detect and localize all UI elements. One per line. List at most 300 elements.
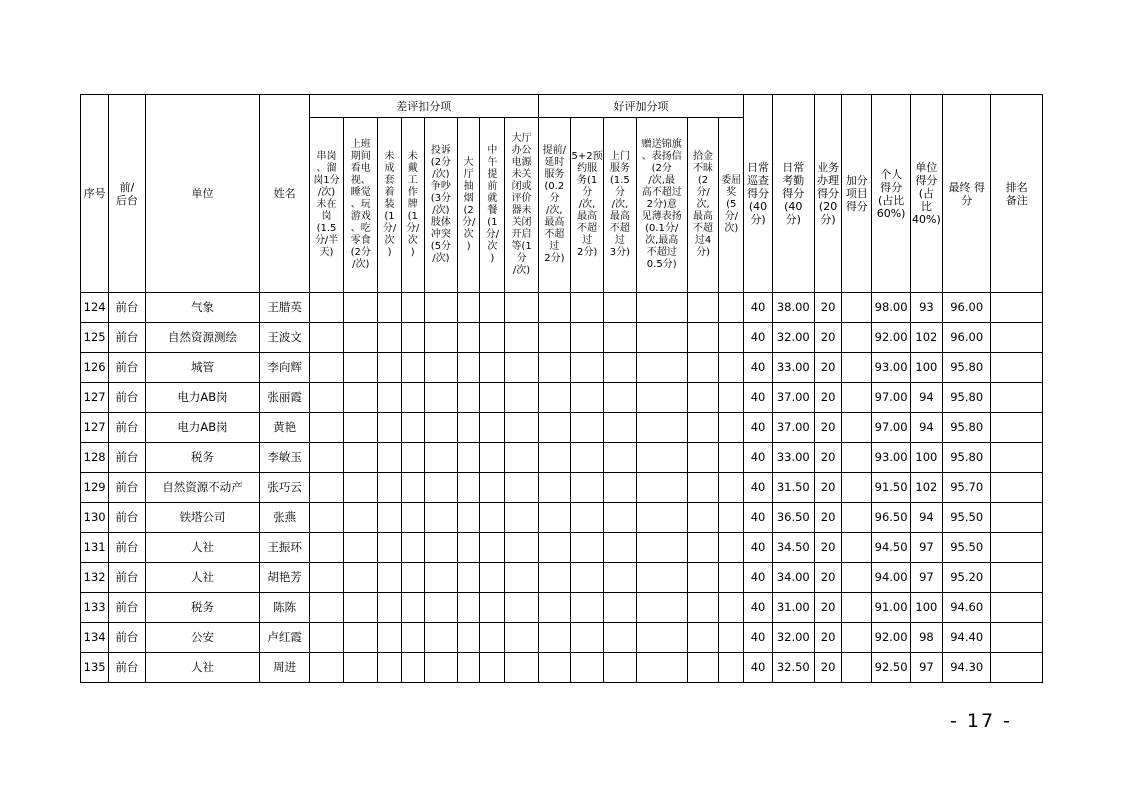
cell-unit-score: 97 — [910, 563, 942, 593]
header-bonus-2: 5+2预 约服 务(1 分 /次, 最高 不超 过 2分) — [570, 118, 603, 293]
cell-deduct-8 — [505, 503, 538, 533]
cell-deduct-5 — [424, 383, 457, 413]
cell-name: 黄艳 — [260, 413, 309, 443]
cell-unit: 自然资源测绘 — [145, 323, 260, 353]
cell-bonus-5 — [687, 503, 718, 533]
cell-deduct-4 — [401, 323, 424, 353]
cell-name: 卢红霞 — [260, 623, 309, 653]
cell-deduct-2 — [344, 653, 378, 683]
cell-deduct-2 — [344, 353, 378, 383]
cell-bonus-5 — [687, 323, 718, 353]
cell-deduct-6 — [458, 293, 480, 323]
cell-deduct-3 — [378, 623, 401, 653]
table-row — [81, 593, 1043, 623]
cell-bonus-5 — [687, 563, 718, 593]
cell-attendance: 34.50 — [772, 533, 814, 563]
cell-bonus-1 — [538, 383, 570, 413]
cell-bonus-6 — [719, 293, 744, 323]
header-seq: 序号 — [81, 95, 109, 293]
cell-final: 96.00 — [943, 293, 991, 323]
cell-bonus-4 — [636, 293, 687, 323]
cell-deduct-5 — [424, 623, 457, 653]
cell-bonus-6 — [719, 533, 744, 563]
cell-personal: 93.00 — [872, 353, 910, 383]
cell-bonus-2 — [570, 413, 603, 443]
header-deduct-7: 中 午 提 前 就 餐 (1 分/ 次 ) — [480, 118, 505, 293]
cell-bonus-2 — [570, 443, 603, 473]
cell-deduct-8 — [505, 353, 538, 383]
header-bonus-5: 拾金 不昧 (2 分/ 次, 最高 不超 过4 分) — [687, 118, 718, 293]
cell-deduct-2 — [344, 413, 378, 443]
cell-bonus-4 — [636, 503, 687, 533]
cell-front-back: 前台 — [109, 623, 145, 653]
cell-bonus-5 — [687, 413, 718, 443]
cell-deduct-4 — [401, 383, 424, 413]
header-bonus-1: 提前/ 延时 服务 (0.2 分 /次, 最高 不超 过 2分) — [538, 118, 570, 293]
cell-bonus-2 — [570, 593, 603, 623]
table-row — [81, 503, 1043, 533]
cell-personal: 97.00 — [872, 383, 910, 413]
cell-business: 20 — [814, 293, 841, 323]
cell-deduct-3 — [378, 293, 401, 323]
cell-deduct-1 — [309, 323, 343, 353]
header-personal: 个人 得分 (占比 60%) — [872, 95, 910, 293]
cell-business: 20 — [814, 473, 841, 503]
cell-bonus-2 — [570, 563, 603, 593]
cell-bonus-4 — [636, 383, 687, 413]
cell-extra — [842, 383, 872, 413]
cell-bonus-6 — [719, 473, 744, 503]
cell-deduct-5 — [424, 443, 457, 473]
cell-bonus-3 — [604, 563, 636, 593]
cell-deduct-2 — [344, 443, 378, 473]
cell-patrol: 40 — [744, 623, 772, 653]
cell-bonus-3 — [604, 503, 636, 533]
cell-deduct-5 — [424, 533, 457, 563]
cell-business: 20 — [814, 593, 841, 623]
cell-deduct-6 — [458, 653, 480, 683]
cell-bonus-3 — [604, 653, 636, 683]
header-row-groups — [81, 95, 1043, 118]
cell-business: 20 — [814, 443, 841, 473]
cell-unit: 人社 — [145, 563, 260, 593]
cell-patrol: 40 — [744, 503, 772, 533]
cell-bonus-3 — [604, 473, 636, 503]
cell-name: 李敏玉 — [260, 443, 309, 473]
cell-deduct-3 — [378, 563, 401, 593]
cell-deduct-3 — [378, 503, 401, 533]
header-business: 业务 办理 得分 (20 分) — [814, 95, 841, 293]
cell-attendance: 38.00 — [772, 293, 814, 323]
cell-business: 20 — [814, 623, 841, 653]
cell-unit: 税务 — [145, 443, 260, 473]
cell-final: 94.60 — [943, 593, 991, 623]
cell-extra — [842, 293, 872, 323]
table-row — [81, 383, 1043, 413]
cell-business: 20 — [814, 533, 841, 563]
cell-deduct-3 — [378, 443, 401, 473]
cell-deduct-5 — [424, 353, 457, 383]
cell-deduct-7 — [480, 443, 505, 473]
cell-bonus-4 — [636, 323, 687, 353]
cell-final: 95.50 — [943, 503, 991, 533]
cell-business: 20 — [814, 323, 841, 353]
cell-personal: 92.00 — [872, 323, 910, 353]
cell-bonus-6 — [719, 383, 744, 413]
cell-deduct-2 — [344, 563, 378, 593]
cell-final: 95.20 — [943, 563, 991, 593]
cell-bonus-5 — [687, 443, 718, 473]
cell-name: 张巧云 — [260, 473, 309, 503]
cell-seq: 128 — [81, 443, 109, 473]
cell-name: 张燕 — [260, 503, 309, 533]
cell-deduct-3 — [378, 593, 401, 623]
cell-deduct-1 — [309, 383, 343, 413]
cell-extra — [842, 323, 872, 353]
cell-deduct-2 — [344, 473, 378, 503]
cell-deduct-7 — [480, 413, 505, 443]
cell-personal: 93.00 — [872, 443, 910, 473]
cell-deduct-6 — [458, 413, 480, 443]
header-bonus-group: 好评加分项 — [538, 95, 744, 118]
cell-bonus-1 — [538, 413, 570, 443]
cell-deduct-8 — [505, 293, 538, 323]
cell-personal: 94.50 — [872, 533, 910, 563]
cell-bonus-4 — [636, 623, 687, 653]
cell-name: 张丽霞 — [260, 383, 309, 413]
cell-rank — [991, 653, 1043, 683]
cell-rank — [991, 563, 1043, 593]
header-bonus-3: 上门 服务 (1.5 分 /次, 最高 不超 过 3分) — [604, 118, 636, 293]
cell-final: 95.70 — [943, 473, 991, 503]
cell-front-back: 前台 — [109, 293, 145, 323]
cell-patrol: 40 — [744, 293, 772, 323]
cell-bonus-1 — [538, 563, 570, 593]
cell-deduct-2 — [344, 323, 378, 353]
cell-bonus-6 — [719, 593, 744, 623]
cell-seq: 133 — [81, 593, 109, 623]
cell-name: 王波文 — [260, 323, 309, 353]
cell-deduct-7 — [480, 533, 505, 563]
cell-rank — [991, 473, 1043, 503]
cell-patrol: 40 — [744, 323, 772, 353]
cell-deduct-5 — [424, 593, 457, 623]
cell-bonus-1 — [538, 533, 570, 563]
cell-patrol: 40 — [744, 533, 772, 563]
cell-deduct-2 — [344, 593, 378, 623]
cell-seq: 127 — [81, 413, 109, 443]
cell-name: 王振环 — [260, 533, 309, 563]
table-row — [81, 653, 1043, 683]
cell-bonus-2 — [570, 473, 603, 503]
cell-deduct-8 — [505, 473, 538, 503]
cell-bonus-5 — [687, 473, 718, 503]
cell-deduct-3 — [378, 473, 401, 503]
cell-attendance: 37.00 — [772, 383, 814, 413]
cell-bonus-6 — [719, 503, 744, 533]
cell-bonus-5 — [687, 353, 718, 383]
cell-deduct-7 — [480, 353, 505, 383]
cell-extra — [842, 413, 872, 443]
cell-front-back: 前台 — [109, 353, 145, 383]
cell-deduct-4 — [401, 533, 424, 563]
cell-bonus-2 — [570, 653, 603, 683]
cell-deduct-7 — [480, 323, 505, 353]
cell-deduct-8 — [505, 623, 538, 653]
cell-personal: 96.50 — [872, 503, 910, 533]
cell-bonus-3 — [604, 593, 636, 623]
cell-patrol: 40 — [744, 413, 772, 443]
cell-bonus-6 — [719, 623, 744, 653]
header-deduct-8: 大厅 办公 电源 未关 闭或 评价 器未 关闭 开启 等(1 分 /次) — [505, 118, 538, 293]
cell-personal: 97.00 — [872, 413, 910, 443]
cell-bonus-2 — [570, 503, 603, 533]
cell-bonus-4 — [636, 593, 687, 623]
cell-seq: 130 — [81, 503, 109, 533]
cell-bonus-4 — [636, 653, 687, 683]
cell-front-back: 前台 — [109, 563, 145, 593]
cell-seq: 126 — [81, 353, 109, 383]
cell-bonus-4 — [636, 413, 687, 443]
cell-bonus-3 — [604, 413, 636, 443]
cell-final: 95.50 — [943, 533, 991, 563]
cell-deduct-1 — [309, 353, 343, 383]
table-row — [81, 323, 1043, 353]
cell-deduct-7 — [480, 563, 505, 593]
cell-bonus-1 — [538, 293, 570, 323]
cell-attendance: 32.00 — [772, 623, 814, 653]
cell-bonus-5 — [687, 653, 718, 683]
cell-unit: 电力AB岗 — [145, 413, 260, 443]
cell-unit: 自然资源不动产 — [145, 473, 260, 503]
cell-unit: 人社 — [145, 533, 260, 563]
cell-deduct-8 — [505, 413, 538, 443]
cell-deduct-6 — [458, 353, 480, 383]
cell-business: 20 — [814, 653, 841, 683]
cell-extra — [842, 503, 872, 533]
cell-deduct-8 — [505, 653, 538, 683]
cell-unit-score: 94 — [910, 413, 942, 443]
cell-deduct-5 — [424, 473, 457, 503]
cell-unit-score: 100 — [910, 353, 942, 383]
cell-deduct-1 — [309, 503, 343, 533]
cell-deduct-4 — [401, 653, 424, 683]
cell-bonus-1 — [538, 653, 570, 683]
cell-seq: 135 — [81, 653, 109, 683]
cell-extra — [842, 593, 872, 623]
cell-deduct-5 — [424, 653, 457, 683]
cell-rank — [991, 443, 1043, 473]
cell-patrol: 40 — [744, 593, 772, 623]
cell-unit: 税务 — [145, 593, 260, 623]
cell-deduct-1 — [309, 653, 343, 683]
cell-attendance: 31.00 — [772, 593, 814, 623]
cell-deduct-4 — [401, 563, 424, 593]
cell-deduct-1 — [309, 473, 343, 503]
header-bonus-6: 委屈 奖 (5 分/ 次) — [719, 118, 744, 293]
cell-bonus-1 — [538, 443, 570, 473]
table-body — [81, 293, 1043, 683]
cell-unit-score: 100 — [910, 593, 942, 623]
header-front-back: 前/ 后台 — [109, 95, 145, 293]
cell-bonus-1 — [538, 353, 570, 383]
cell-bonus-4 — [636, 533, 687, 563]
cell-final: 95.80 — [943, 443, 991, 473]
cell-deduct-6 — [458, 323, 480, 353]
header-deduct-3: 未 成 套 着 装 (1 分/ 次 ) — [378, 118, 401, 293]
cell-attendance: 33.00 — [772, 443, 814, 473]
header-extra: 加分 项目 得分 — [842, 95, 872, 293]
cell-attendance: 34.00 — [772, 563, 814, 593]
score-table — [80, 94, 1043, 683]
header-unit-score: 单位 得分 (占 比 40%) — [910, 95, 942, 293]
cell-deduct-1 — [309, 533, 343, 563]
cell-bonus-2 — [570, 353, 603, 383]
cell-deduct-1 — [309, 293, 343, 323]
cell-extra — [842, 473, 872, 503]
cell-bonus-5 — [687, 623, 718, 653]
cell-deduct-4 — [401, 443, 424, 473]
cell-deduct-1 — [309, 593, 343, 623]
cell-bonus-3 — [604, 443, 636, 473]
cell-deduct-3 — [378, 533, 401, 563]
cell-deduct-7 — [480, 503, 505, 533]
cell-unit-score: 102 — [910, 473, 942, 503]
cell-extra — [842, 563, 872, 593]
cell-bonus-4 — [636, 563, 687, 593]
cell-deduct-4 — [401, 413, 424, 443]
cell-seq: 124 — [81, 293, 109, 323]
cell-front-back: 前台 — [109, 383, 145, 413]
cell-front-back: 前台 — [109, 413, 145, 443]
cell-deduct-3 — [378, 353, 401, 383]
cell-extra — [842, 623, 872, 653]
cell-bonus-1 — [538, 323, 570, 353]
cell-deduct-1 — [309, 443, 343, 473]
cell-patrol: 40 — [744, 383, 772, 413]
cell-deduct-4 — [401, 503, 424, 533]
cell-bonus-6 — [719, 653, 744, 683]
cell-bonus-4 — [636, 443, 687, 473]
cell-unit-score: 97 — [910, 533, 942, 563]
table-row — [81, 623, 1043, 653]
cell-unit-score: 94 — [910, 503, 942, 533]
cell-attendance: 37.00 — [772, 413, 814, 443]
cell-attendance: 31.50 — [772, 473, 814, 503]
header-rank: 排名 备注 — [991, 95, 1043, 293]
cell-bonus-6 — [719, 443, 744, 473]
cell-rank — [991, 503, 1043, 533]
cell-deduct-4 — [401, 353, 424, 383]
header-deduction-group: 差评扣分项 — [309, 95, 538, 118]
cell-personal: 94.00 — [872, 563, 910, 593]
cell-personal: 98.00 — [872, 293, 910, 323]
cell-name: 李向辉 — [260, 353, 309, 383]
cell-deduct-2 — [344, 383, 378, 413]
cell-deduct-6 — [458, 593, 480, 623]
cell-deduct-3 — [378, 383, 401, 413]
cell-deduct-8 — [505, 563, 538, 593]
cell-name: 陈陈 — [260, 593, 309, 623]
cell-deduct-4 — [401, 293, 424, 323]
cell-name: 胡艳芳 — [260, 563, 309, 593]
cell-business: 20 — [814, 563, 841, 593]
page-number: - 17 - — [950, 710, 1012, 732]
cell-deduct-6 — [458, 563, 480, 593]
cell-deduct-7 — [480, 623, 505, 653]
cell-bonus-1 — [538, 623, 570, 653]
cell-deduct-4 — [401, 473, 424, 503]
table-row — [81, 443, 1043, 473]
cell-rank — [991, 323, 1043, 353]
cell-unit: 铁塔公司 — [145, 503, 260, 533]
cell-bonus-2 — [570, 293, 603, 323]
cell-bonus-5 — [687, 533, 718, 563]
cell-deduct-2 — [344, 623, 378, 653]
cell-seq: 131 — [81, 533, 109, 563]
cell-unit: 气象 — [145, 293, 260, 323]
cell-bonus-2 — [570, 323, 603, 353]
header-name: 姓名 — [260, 95, 309, 293]
cell-front-back: 前台 — [109, 443, 145, 473]
cell-final: 95.80 — [943, 353, 991, 383]
cell-seq: 129 — [81, 473, 109, 503]
cell-front-back: 前台 — [109, 653, 145, 683]
cell-bonus-4 — [636, 353, 687, 383]
cell-bonus-2 — [570, 533, 603, 563]
cell-personal: 92.50 — [872, 653, 910, 683]
cell-extra — [842, 653, 872, 683]
header-patrol: 日常 巡查 得分 (40 分) — [744, 95, 772, 293]
cell-patrol: 40 — [744, 563, 772, 593]
cell-personal: 92.00 — [872, 623, 910, 653]
cell-deduct-2 — [344, 503, 378, 533]
cell-deduct-6 — [458, 443, 480, 473]
cell-front-back: 前台 — [109, 533, 145, 563]
cell-final: 95.80 — [943, 413, 991, 443]
cell-bonus-3 — [604, 533, 636, 563]
cell-bonus-3 — [604, 353, 636, 383]
table-row — [81, 413, 1043, 443]
cell-unit: 电力AB岗 — [145, 383, 260, 413]
cell-bonus-3 — [604, 293, 636, 323]
header-attendance: 日常 考勤 得分 (40 分) — [772, 95, 814, 293]
cell-extra — [842, 443, 872, 473]
cell-bonus-1 — [538, 593, 570, 623]
cell-attendance: 32.50 — [772, 653, 814, 683]
cell-bonus-6 — [719, 323, 744, 353]
cell-deduct-1 — [309, 623, 343, 653]
cell-deduct-5 — [424, 413, 457, 443]
header-deduct-4: 未 戴 工 作 牌 (1 分/ 次 ) — [401, 118, 424, 293]
cell-deduct-5 — [424, 563, 457, 593]
cell-patrol: 40 — [744, 653, 772, 683]
cell-deduct-8 — [505, 323, 538, 353]
cell-deduct-1 — [309, 413, 343, 443]
cell-deduct-4 — [401, 593, 424, 623]
cell-deduct-3 — [378, 323, 401, 353]
header-deduct-2: 上班 期间 看电 视、 睡觉 、玩 游戏 、吃 零食 (2分 /次) — [344, 118, 378, 293]
cell-bonus-4 — [636, 473, 687, 503]
cell-deduct-3 — [378, 413, 401, 443]
cell-bonus-3 — [604, 323, 636, 353]
table-row — [81, 563, 1043, 593]
cell-front-back: 前台 — [109, 323, 145, 353]
cell-name: 周进 — [260, 653, 309, 683]
cell-extra — [842, 533, 872, 563]
cell-unit: 城管 — [145, 353, 260, 383]
header-unit: 单位 — [145, 95, 260, 293]
